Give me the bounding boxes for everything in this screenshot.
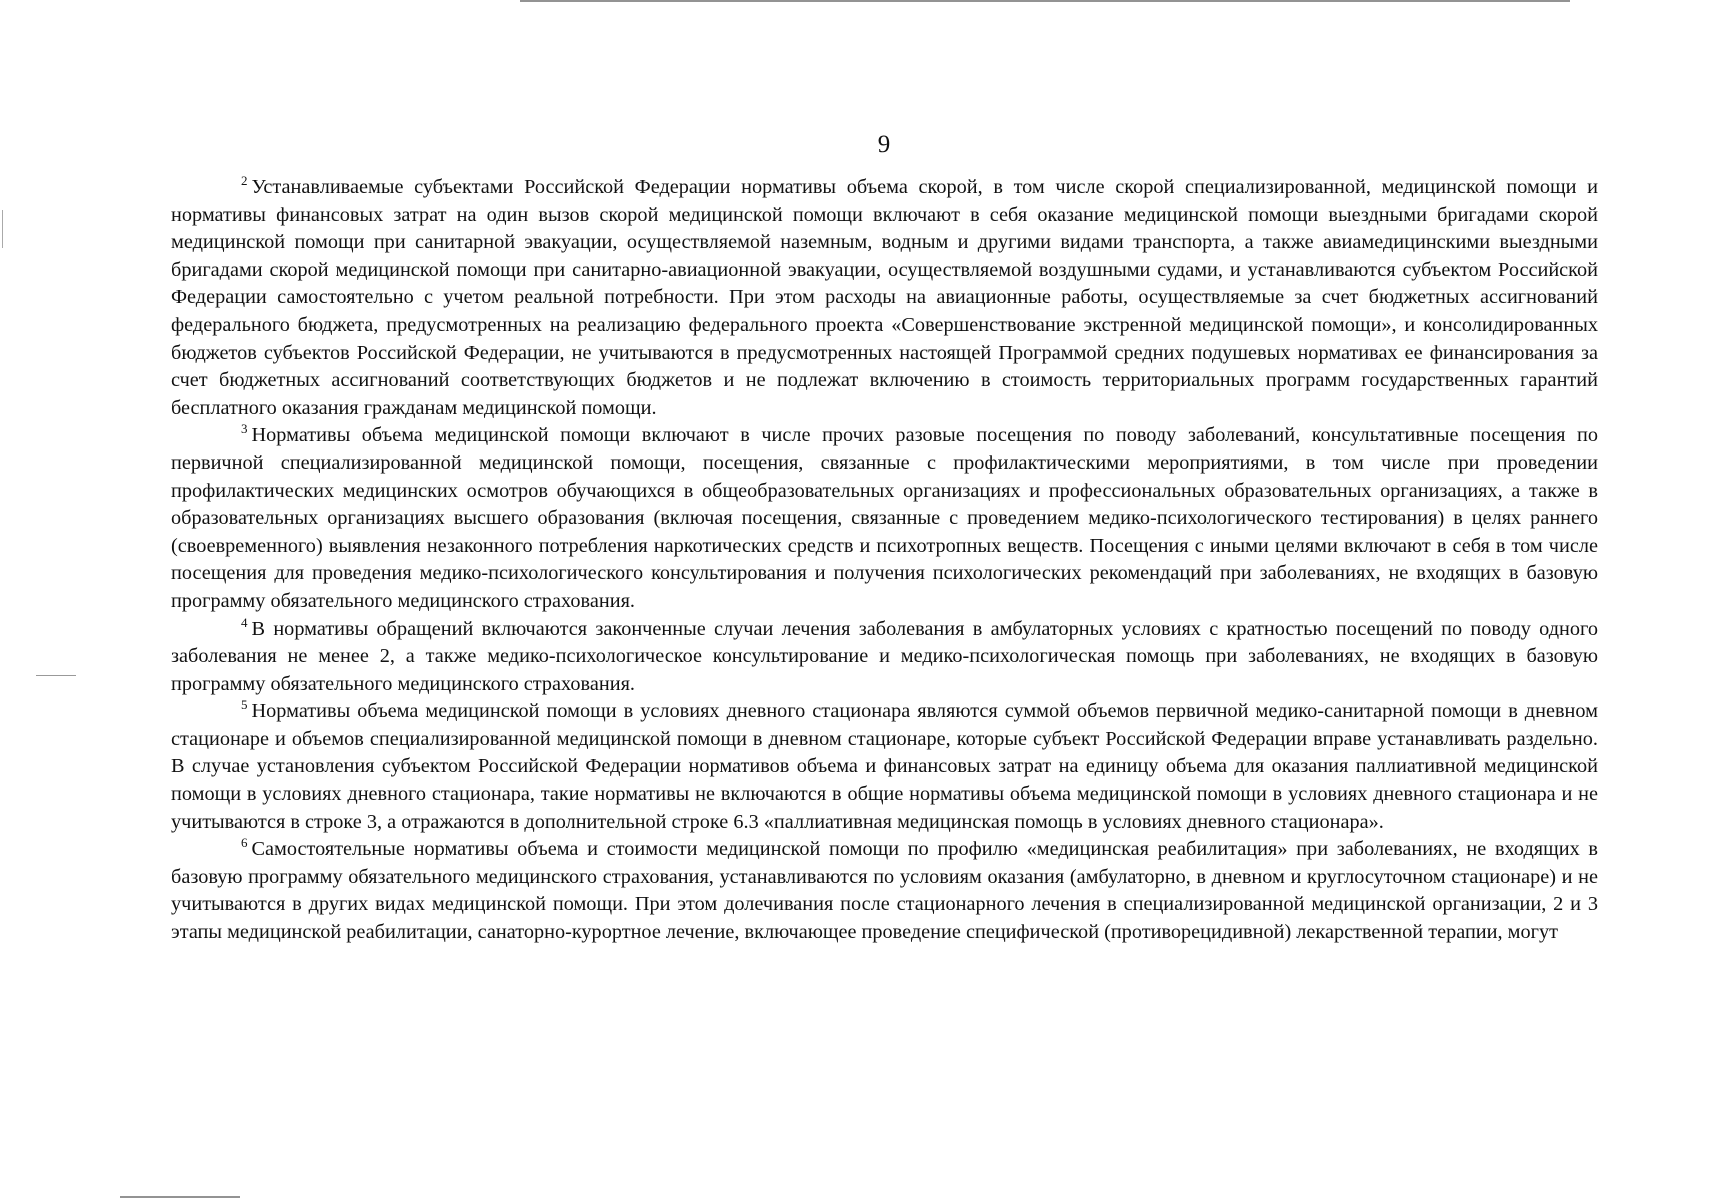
footnote-marker: 5 (241, 697, 248, 713)
footnote-text: Нормативы объема медицинской помощи в условиях дневного стационара являются суммой объемов первичной медико-санитарной помощи в дневном стационаре и объемов специализированной медицинской помощи в дневном стационаре, которые субъект Российской Федерации вправе устанавливать раздельно. В случае установления субъектом Российской Федерации нормативов объема и финансовых затрат на единицу объема для оказания паллиативной медицинской помощи в условиях дневного стационара, такие нормативы не включаются в общие нормативы объема медицинской помощи в условиях дневного стационара и не учитываются в строке 3, а отражаются в дополнительной строке 6.3 «паллиативная медицинская помощь в условиях дневного стационара». (171, 700, 1598, 833)
footnote-text: Устанавливаемые субъектами Российской Федерации нормативы объема скорой, в том числе скорой специализированной, медицинской помощи и нормативы финансовых затрат на один вызов скорой медицинской помощи включают в себя оказание медицинской помощи выездными бригадами скорой медицинской помощи при санитарной эвакуации, осуществляемой наземным, водным и другими видами транспорта, а также авиамедицинскими выездными бригадами скорой медицинской помощи при санитарно-авиационной эвакуации, осуществляемой воздушными судами, и устанавливаются субъектом Российской Федерации самостоятельно с учетом реальной потребности. При этом расходы на авиационные работы, осуществляемые за счет бюджетных ассигнований федерального бюджета, предусмотренных на реализацию федерального проекта «Совершенствование экстренной медицинской помощи», и консолидированных бюджетов субъектов Российской Федерации, не учитываются в предусмотренных настоящей Программой средних подушевых нормативах ее финансирования за счет бюджетных ассигнований соответствующих бюджетов и не подлежат включению в стоимость территориальных программ государственных гарантий бесплатного оказания гражданам медицинской помощи. (171, 176, 1598, 419)
footnote-2 (171, 174, 1598, 422)
footnote-text: В нормативы обращений включаются законченные случаи лечения заболевания в амбулаторных условиях с кратностью посещений по поводу одного заболевания не менее 2, а также медико-психологическое консультирование и медико-психологическая помощь при заболеваниях, не входящих в базовую программу обязательного медицинского страхования. (171, 617, 1598, 695)
scan-edge-line-top (520, 0, 1570, 2)
footnote-marker: 2 (241, 173, 248, 188)
page-number: 9 (877, 131, 891, 158)
footnote-6 (171, 836, 1598, 946)
footnote-marker: 3 (241, 421, 248, 437)
footnote-4 (171, 616, 1598, 699)
footnote-marker: 6 (241, 835, 248, 851)
footnote-3 (171, 422, 1598, 615)
footnotes-section (171, 174, 1598, 947)
scan-edge-line-bottom (120, 1196, 240, 1198)
footnote-5 (171, 698, 1598, 836)
footnote-text: Нормативы объема медицинской помощи включают в числе прочих разовые посещения по поводу заболеваний, консультативные посещения по первичной специализированной медицинской помощи, посещения, связанные с профилактическими мероприятиями, в том числе при проведении профилактических медицинских осмотров обучающихся в общеобразовательных организациях и профессиональных образовательных организациях, а также в образовательных организациях высшего образования (включая посещения, связанные с проведением медико-психологического тестирования) в целях раннего (своевременного) выявления незаконного потребления наркотических средств и психотропных веществ. Посещения с иными целями включают в себя в том числе посещения для проведения медико-психологического консультирования и получения психологических рекомендаций при заболеваниях, не входящих в базовую программу обязательного медицинского страхования. (171, 424, 1598, 612)
footnote-marker: 4 (241, 614, 248, 630)
scan-margin-dash (36, 675, 76, 676)
scan-edge-mark-left (2, 210, 3, 248)
footnote-text: Самостоятельные нормативы объема и стоимости медицинской помощи по профилю «медицинская реабилитация» при заболеваниях, не входящих в базовую программу обязательного медицинского страхования, устанавливаются по условиям оказания (амбулаторно, в дневном и круглосуточном стационаре) и не учитываются в других видах медицинской помощи. При этом долечивания после стационарного лечения в специализированной медицинской организации, 2 и 3 этапы медицинской реабилитации, санаторно-курортное лечение, включающее проведение специфической (противорецидивной) лекарственной терапии, могут (171, 838, 1598, 944)
